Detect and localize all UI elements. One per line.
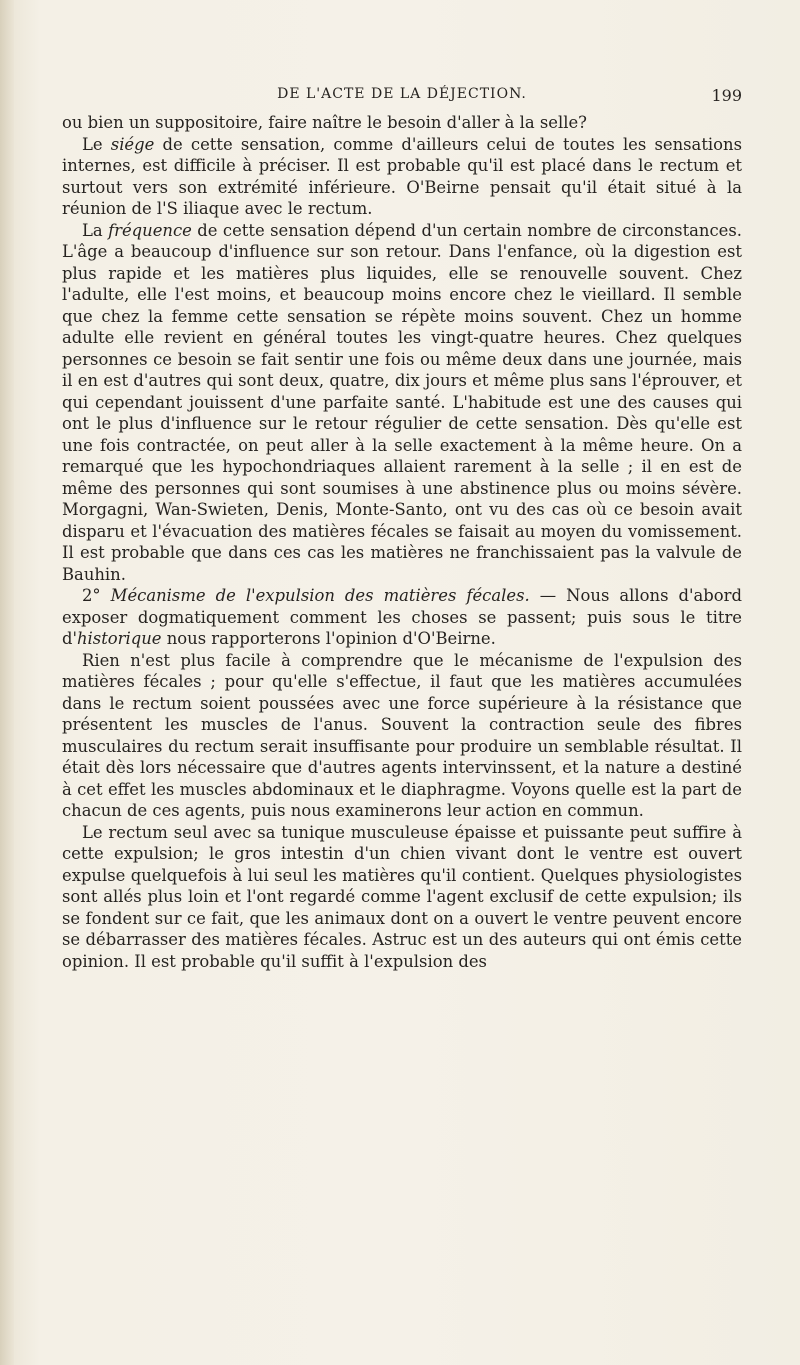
page-binding-edge (0, 0, 14, 1365)
paragraph (62, 822, 742, 973)
text-span: de cette sensation dépend d'un certain nombre de circonstances. L'âge a beaucoup d'influence sur son retour. Dans l'enfance, où la digestion est plus rapide et les matières plus liquides, elle se renouvelle souvent. Chez l'adulte, elle l'est moins, et beaucoup moins encore chez le vieillard. Il semble que chez la femme cette sensation se répète moins souvent. Chez un homme adulte elle revient en général toutes les vingt-quatre heures. Chez quelques personnes ce besoin se fait sentir une fois ou même deux dans une journée, mais il en est d'autres qui sont deux, quatre, dix jours et même plus sans l'éprouver, et qui cependant jouissent d'une parfaite santé. L'habitude est une des causes qui ont le plus d'influence sur le retour régulier de cette sensation. Dès qu'elle est une fois contractée, on peut aller à la selle exactement à la même heure. On a remarqué que les hypochondriaques allaient rarement à la selle ; il en est de même des personnes qui sont soumises à une abstinence plus ou moins sévère. Morgagni, Wan-Swieten, Denis, Monte-Santo, ont vu des cas où ce besoin avait disparu et l'évacuation des matières fécales se faisait au moyen du vomissement. Il est probable que dans ces cas les matières ne franchissaient pas la valvule de Bauhin. (62, 220, 742, 584)
italic-term: historique (77, 629, 162, 648)
running-head: DE L'ACTE DE LA DÉJECTION. (277, 86, 527, 102)
text-span: 2° (82, 586, 111, 605)
page-number: 199 (711, 86, 742, 105)
text-span: ou bien un suppositoire, faire naître le besoin d'aller à la selle? (62, 113, 587, 132)
italic-term: fréquence (108, 220, 192, 240)
text-span: La (82, 220, 109, 240)
paragraph (62, 650, 742, 822)
body-text (62, 112, 742, 972)
text-span: Rien n'est plus facile à comprendre que le mécanisme de l'expulsion des matières fécales ; pour qu'elle s'effectue, il faut que les matières accumulées dans le rectum soient poussées avec une force supérieure à la résistance que présentent les muscles de l'anus. Souvent la contraction seule des fibres musculaires du rectum serait insuffisante pour produire un semblable résultat. Il était dès lors nécessaire que d'autres agents intervinssent, et la nature a destiné à cet effet les muscles abdominaux et le diaphragme. Voyons quelle est la part de chacun de ces agents, puis nous examinerons leur action en commun. (62, 650, 742, 820)
text-span: Le (82, 134, 111, 154)
page-header (62, 86, 742, 110)
italic-term: siége (110, 134, 155, 154)
text-span: nous rapporterons l'opinion d'O'Beirne. (161, 629, 496, 648)
paragraph (62, 220, 742, 586)
paragraph (62, 112, 742, 134)
paragraph (62, 134, 742, 220)
text-span: — Nous allons d'abord exposer dogmatiquement comment les choses se passent; puis sous le titre d' (62, 586, 742, 648)
section-heading: Mécanisme de l'expulsion des matières fécales. (110, 586, 530, 605)
text-span: de cette sensation, comme d'ailleurs celui de toutes les sensations internes, est difficile à préciser. Il est probable qu'il est placé dans le rectum et surtout vers son extrémité inférieure. O'Beirne pensait qu'il était situé à la réunion de l'S iliaque avec le rectum. (62, 134, 742, 218)
paragraph (62, 585, 742, 650)
text-span: Le rectum seul avec sa tunique musculeuse épaisse et puissante peut suffire à cette expulsion; le gros intestin d'un chien vivant dont le ventre est ouvert expulse quelquefois à lui seul les matières qu'il contient. Quelques physiologistes sont allés plus loin et l'ont regardé comme l'agent exclusif de cette expulsion; ils se fondent sur ce fait, que les animaux dont on a ouvert le ventre peuvent encore se débarrasser des matières fécales. Astruc est un des auteurs qui ont émis cette opinion. Il est probable qu'il suffit à l'expulsion des (62, 822, 742, 971)
